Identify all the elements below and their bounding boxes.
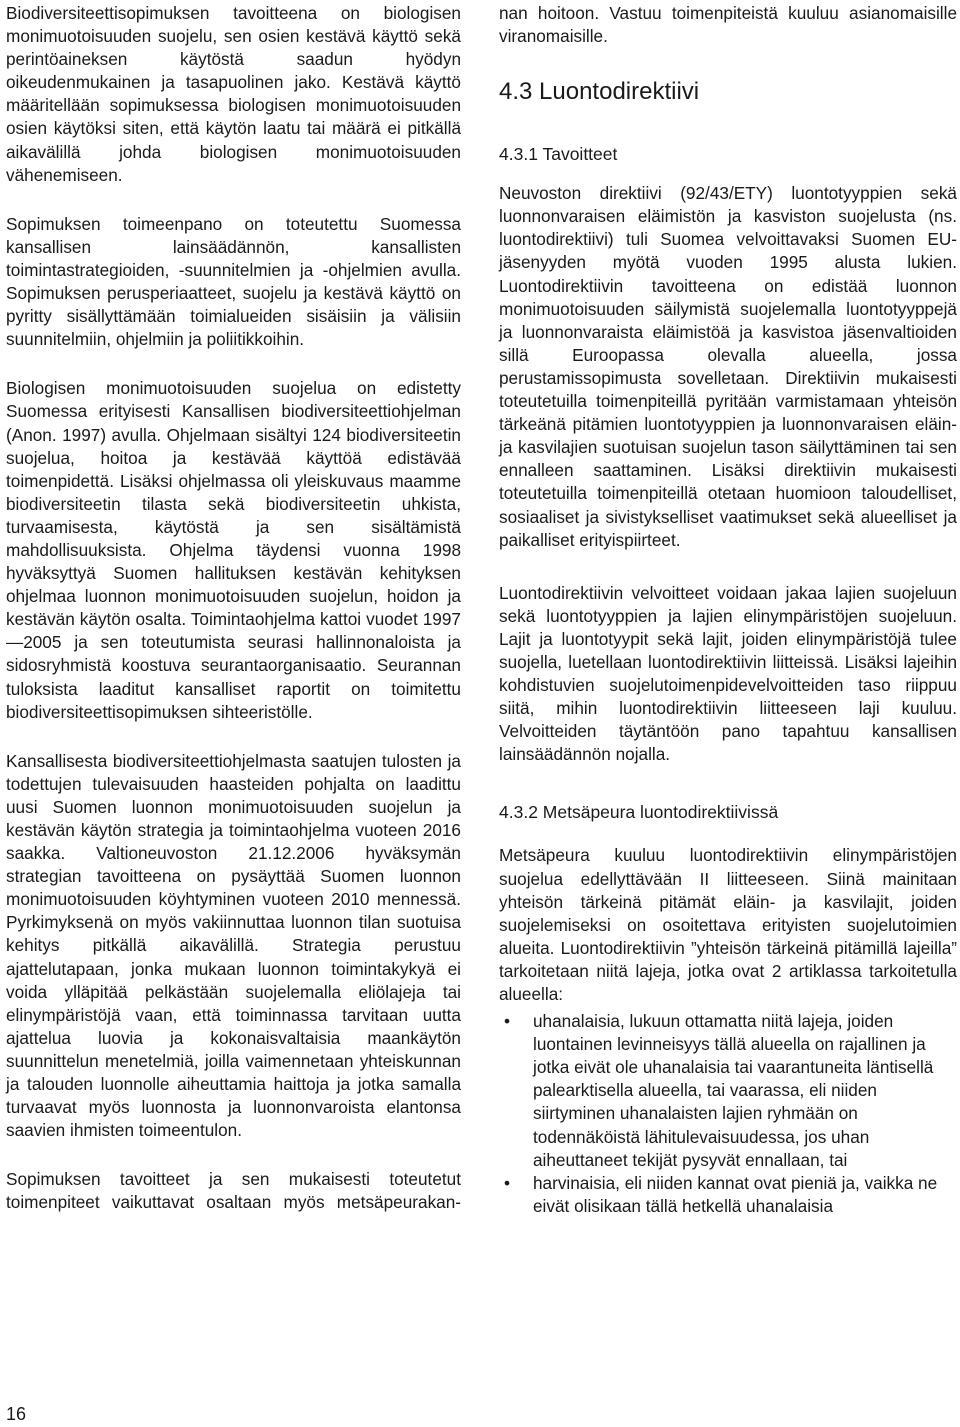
bullet-icon: •: [504, 1011, 511, 1032]
list-item-text: harvinaisia, eli niiden kannat ovat pieniä ja, vaikka ne eivät olisikaan tällä hetkellä uhanalaisia: [533, 1172, 938, 1216]
page-number: 16: [6, 1404, 27, 1424]
paragraph-measures: Sopimuksen tavoitteet ja sen mukaisesti toteutetut toimenpiteet vaikuttavat osaltaan myös metsäpeurakan-: [6, 1169, 461, 1213]
bullet-icon: •: [504, 1172, 511, 1193]
paragraph-implementation: Sopimuksen toimeenpano on toteutettu Suomessa kansallisen lainsäädännön, kansallisten toimintastrategioiden, -suunnitelmien ja -ohjelmien avulla. Sopimuksen perusperiaatteet, suojelu ja kestävä käyttö on pyritty sisällyttämään toimialueiden sisäisiin ja välisiin suunnitelmiin, ohjelmiin ja poliitikkoihin.: [6, 213, 461, 350]
right-column: [499, 2, 957, 1218]
paragraph-directive-goals: Neuvoston direktiivi (92/43/ETY) luontotyyppien sekä luonnonvaraisen eläimistön ja kasviston suojelusta (ns. luontodirektiivi) tuli Suomea velvoittavaksi Suomen EU-jäsenyyden myötä vuoden 1995 alusta lukien. Luontodirektiivin tavoitteena on edistää luonnon monimuotoisuuden säilymistä suojelemalla luontotyyppejä ja luonnonvaraista eläimistöä ja kasvistoa jäsenvaltioiden sillä Euroopassa olevalla alueella, jossa perustamissopimusta sovelletaan. Direktiivin mukaisesti toteutetuilla toimenpiteillä pyritään varmistamaan yhteisön tärkeänä pitämien luontotyyppien ja luonnonvaraisen eläin- ja kasvilajien suotuisan suojelun tason säilyttäminen tai sen ennalleen saattaminen. Lisäksi direktiivin mukaisesti toteutetuilla toimenpiteillä otetaan huomioon taloudelliset, sosiaaliset ja sivistykselliset vaatimukset sekä alueelliset ja paikalliset erityispiirteet.: [499, 183, 957, 550]
paragraph-strategy-2016: Kansallisesta biodiversiteettiohjelmasta saatujen tulosten ja todettujen tulevaisuuden haasteiden pohjalta on laadittu uusi Suomen luonnon monimuotoisuuden suojelun ja kestävän käytön strategia ja toimintaohjelma vuoteen 2016 saakka. Valtioneuvoston 21.12.2006 hyväksymän strategian tavoitteena on pysäyttää Suomen luonnon monimuotoisuuden köyhtyminen vuoteen 2010 mennessä. Pyrkimyksenä on myös vakiinnuttaa luonnon tilan suotuisa kehitys pitkällä aikavälillä. Strategia perustuu ajattelutapaan, jonka mukaan luonnon toimintakykyä ei voida ylläpitää pelkästään suojelemalla eliölajeja tai elinympäristöjä vaan, että toiminnassa tarvitaan uutta ajattelua luovia ja kokonaisvaltaisia maankäytön suunnittelun menetelmiä, joilla vaimennetaan yhteiskunnan ja talouden luonnolle aiheuttamia haittoja ja jotka samalla turvaavat myös luonnosta ja luonnonvaroista elantonsa saavien ihmisten toimeentulon.: [6, 750, 461, 1141]
list-item-text: uhanalaisia, lukuun ottamatta niitä lajeja, joiden luontainen levinneisyys tällä alueella on rajallinen ja jotka eivät ole uhanalaisia tai vaarantuneita läntisellä palearktisella alueella, tai vaarassa, eli niiden siirtyminen uhanalaisten lajien ryhmään on todennäköistä lähitulevaisuudessa, jos uhan aiheuttaneet tekijät pysyvät ennallaan, tai: [533, 1011, 934, 1170]
paragraph-continuation: nan hoitoon. Vastuu toimenpiteistä kuuluu asianomaisille viranomaisille.: [499, 3, 957, 47]
paragraph-forest-reindeer: Metsäpeura kuuluu luontodirektiivin elinympäristöjen suojelua edellyttävään II liitteeseen. Siinä mainitaan yhteisön tärkeinä pitämät eläin- ja kasvilajit, joiden suojelemiseksi on osoitettava erityisten suojelutoimien alueita. Luontodirektiivin ”yhteisön tärkeinä pitämillä lajeilla” tarkoitetaan niitä lajeja, jotka ovat 2 artiklassa tarkoitetulla alueella:: [499, 845, 957, 1004]
list-item: [499, 1172, 957, 1218]
subsection-heading-forest-reindeer: 4.3.2 Metsäpeura luontodirektiivissä: [499, 802, 779, 823]
bullet-list: [499, 1010, 957, 1218]
paragraph-biodiversity-goal: Biodiversiteettisopimuksen tavoitteena on biologisen monimuotoisuuden suojelu, sen osien kestävä käyttö sekä perintöaineksen käytöstä saadun hyödyn oikeudenmukainen ja tasapuolinen jako. Kestävä käyttö määritellään sopimuksessa biologisen monimuotoisuuden osien käytöksi siten, että käytön laatu tai määrä ei pitkällä aikavälillä johda biologisen monimuotoisuuden vähenemiseen.: [6, 3, 461, 185]
section-heading: 4.3 Luontodirektiivi: [499, 78, 700, 106]
paragraph-directive-obligations: Luontodirektiivin velvoitteet voidaan jakaa lajien suojeluun sekä luontotyyppien ja lajien elinympäristöjen suojeluun. Lajit ja luontotyypit sekä lajit, joiden elinympäristöjä tulee suojella, luetellaan luontodirektiivin liitteissä. Lisäksi lajeihin kohdistuvien suojelutoimenpidevelvoitteiden taso riippuu siitä, mihin luontodirektiivin liitteeseen laji kuuluu. Velvoitteiden täytäntöön pano tapahtuu kansallisen lainsäädännön nojalla.: [499, 582, 957, 765]
paragraph-national-programme: Biologisen monimuotoisuuden suojelua on edistetty Suomessa erityisesti Kansallisen biodiversiteettiohjelman (Anon. 1997) avulla. Ohjelmaan sisältyi 124 biodiversiteetin suojelua, hoitoa ja kestävää käyttöä edistävää toimenpidettä. Lisäksi ohjelmassa oli yleiskuvaus maamme biodiversiteetin tilasta sekä biodiversiteetin uhkista, turvaamisesta, käytöstä ja sen sisältämistä mahdollisuuksista. Ohjelma täydensi vuonna 1998 hyväksyttyä Suomen hallituksen kestävän kehityksen ohjelmaa luonnon monimuotoisuuden suojelun, hoidon ja kestävän käytön osalta. Toimintaohjelma kattoi vuodet 1997—2005 ja sen toteutumista seurasi hallinnonaloista ja sidosryhmistä koostuva seurantaorganisaatio. Seurannan tuloksista laaditut kansalliset raportit on toimitettu biodiversiteettisopimuksen sihteeristölle.: [6, 378, 461, 722]
left-column: [6, 2, 461, 1241]
list-item: [499, 1010, 957, 1172]
subsection-heading-goals: 4.3.1 Tavoitteet: [499, 144, 618, 165]
